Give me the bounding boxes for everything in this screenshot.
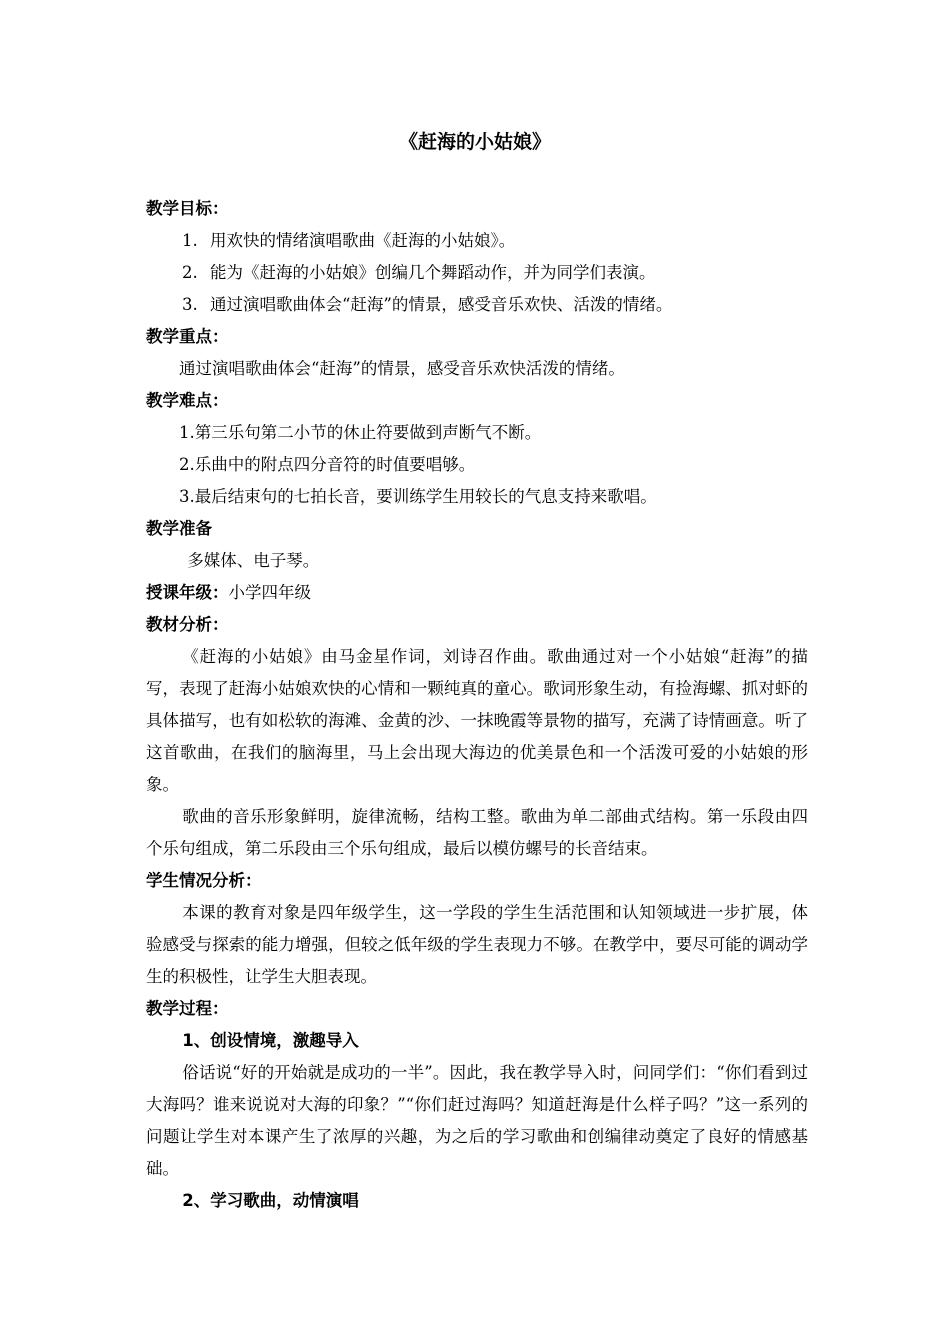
- grade-line: [146, 577, 808, 609]
- difficulty-item: 3.最后结束句的七拍长音，要训练学生用较长的气息支持来歌唱。: [179, 487, 657, 506]
- material-analysis-paragraph: 歌曲的音乐形象鲜明，旋律流畅，结构工整。歌曲为单二部曲式结构。第一乐段由四个乐句组成，第二乐段由三个乐句组成，最后以模仿螺号的长音结束。: [146, 807, 808, 858]
- objectives-heading: 教学目标：: [146, 199, 229, 218]
- objective-text: 通过演唱歌曲体会“赶海”的情景，感受音乐欢快、活泼的情绪。: [210, 295, 673, 314]
- student-analysis-heading: 学生情况分析：: [146, 871, 262, 890]
- objective-number: 1.: [182, 231, 198, 250]
- difficulty-item: 1.第三乐句第二小节的休止符要做到声断气不断。: [179, 423, 542, 442]
- objective-text: 用欢快的情绪演唱歌曲《赶海的小姑娘》。: [210, 231, 516, 250]
- material-analysis-heading: 教材分析：: [146, 615, 229, 634]
- document-title: 《赶海的小姑娘》: [398, 131, 551, 153]
- objective-item: [146, 257, 808, 289]
- preparation-text: 多媒体、电子琴。: [187, 551, 320, 570]
- grade-label: 授课年级：: [146, 583, 229, 602]
- difficulties-heading: 教学难点：: [146, 391, 229, 410]
- process-heading: 教学过程：: [146, 999, 229, 1018]
- process-step-paragraph: 俗话说“好的开始就是成功的一半”。因此，我在教学导入时，问同学们：“你们看到过大海吗？谁来说说对大海的印象？”“你们赶过海吗？知道赶海是什么样子吗？”这一系列的问题让学生对本课产生了浓厚的兴趣，为之后的学习歌曲和创编律动奠定了良好的情感基础。: [146, 1063, 808, 1178]
- material-analysis-paragraph: 《赶海的小姑娘》由马金星作词，刘诗召作曲。歌曲通过对一个小姑娘“赶海”的描写，表现了赶海小姑娘欢快的心情和一颗纯真的童心。歌词形象生动，有捡海螺、抓对虾的具体描写，也有如松软的海滩、金黄的沙、一抹晚霞等景物的描写，充满了诗情画意。听了这首歌曲，在我们的脑海里，马上会出现大海边的优美景色和一个活泼可爱的小姑娘的形象。: [146, 647, 808, 794]
- objective-item: [146, 289, 808, 321]
- key-points-text: 通过演唱歌曲体会“赶海”的情景，感受音乐欢快活泼的情绪。: [179, 359, 625, 378]
- objective-number: 2.: [182, 263, 198, 282]
- process-step-title: 1、创设情境，激趣导入: [182, 1031, 359, 1050]
- key-points-heading: 教学重点：: [146, 327, 229, 346]
- difficulty-item: 2.乐曲中的附点四分音符的时值要唱够。: [179, 455, 476, 474]
- grade-value: 小学四年级: [228, 583, 311, 602]
- student-analysis-paragraph: 本课的教育对象是四年级学生，这一学段的学生生活范围和认知领域进一步扩展，体验感受与探索的能力增强，但较之低年级的学生表现力不够。在教学中，要尽可能的调动学生的积极性，让学生大胆表现。: [146, 903, 808, 986]
- process-step-title: 2、学习歌曲，动情演唱: [182, 1191, 359, 1210]
- document-body: [146, 193, 808, 1217]
- preparation-heading: 教学准备: [146, 519, 212, 538]
- objective-text: 能为《赶海的小姑娘》创编几个舞蹈动作，并为同学们表演。: [210, 263, 656, 282]
- objective-number: 3.: [182, 295, 198, 314]
- objective-item: [146, 225, 808, 257]
